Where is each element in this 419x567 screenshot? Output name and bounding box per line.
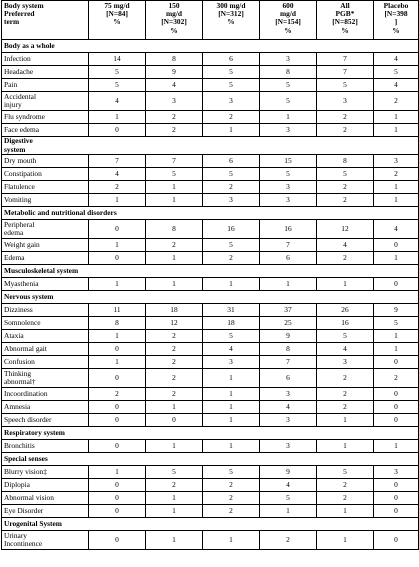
value-cell: 5 xyxy=(89,66,146,79)
value-cell: 1 xyxy=(146,492,203,505)
value-cell: 1 xyxy=(203,388,260,401)
table-row xyxy=(2,168,419,181)
value-cell: 3 xyxy=(374,466,419,479)
table-row xyxy=(2,388,419,401)
header-all-pgb: All PGB* [N=852] % xyxy=(317,1,374,40)
value-cell: 1 xyxy=(260,111,317,124)
value-cell: 1 xyxy=(203,124,260,137)
value-cell: 0 xyxy=(89,252,146,265)
table-row xyxy=(2,356,419,369)
value-cell: 1 xyxy=(260,505,317,518)
section-title: Respiratory system xyxy=(2,427,419,440)
value-cell: 2 xyxy=(146,388,203,401)
term-cell: Peripheral edema xyxy=(2,220,89,239)
value-cell: 9 xyxy=(260,330,317,343)
table-row xyxy=(2,124,419,137)
value-cell: 8 xyxy=(260,66,317,79)
value-cell: 8 xyxy=(260,343,317,356)
value-cell: 18 xyxy=(203,317,260,330)
table-row xyxy=(2,466,419,479)
value-cell: 0 xyxy=(374,401,419,414)
value-cell: 2 xyxy=(374,369,419,388)
value-cell: 1 xyxy=(89,330,146,343)
value-cell: 9 xyxy=(374,304,419,317)
term-cell: Accidental injury xyxy=(2,92,89,111)
value-cell: 3 xyxy=(317,356,374,369)
value-cell: 1 xyxy=(203,369,260,388)
value-cell: 1 xyxy=(146,278,203,291)
value-cell: 2 xyxy=(146,124,203,137)
value-cell: 2 xyxy=(89,388,146,401)
value-cell: 16 xyxy=(317,317,374,330)
value-cell: 1 xyxy=(317,278,374,291)
value-cell: 4 xyxy=(374,79,419,92)
value-cell: 4 xyxy=(146,79,203,92)
value-cell: 2 xyxy=(317,124,374,137)
value-cell: 3 xyxy=(203,356,260,369)
value-cell: 1 xyxy=(317,505,374,518)
value-cell: 1 xyxy=(89,111,146,124)
value-cell: 1 xyxy=(89,466,146,479)
term-cell: Dry mouth xyxy=(2,155,89,168)
term-cell: Edema xyxy=(2,252,89,265)
value-cell: 1 xyxy=(203,414,260,427)
term-cell: Confusion xyxy=(2,356,89,369)
table-row xyxy=(2,252,419,265)
value-cell: 5 xyxy=(260,92,317,111)
value-cell: 5 xyxy=(203,168,260,181)
value-cell: 2 xyxy=(203,252,260,265)
table-row xyxy=(2,194,419,207)
section-header-row xyxy=(2,40,419,53)
value-cell: 6 xyxy=(203,53,260,66)
term-cell: Urinary Incontinence xyxy=(2,531,89,550)
value-cell: 3 xyxy=(260,388,317,401)
table-row xyxy=(2,53,419,66)
value-cell: 7 xyxy=(317,53,374,66)
value-cell: 2 xyxy=(89,181,146,194)
value-cell: 0 xyxy=(374,531,419,550)
term-cell: Bronchitis xyxy=(2,440,89,453)
value-cell: 2 xyxy=(203,181,260,194)
value-cell: 3 xyxy=(260,440,317,453)
term-cell: Flatulence xyxy=(2,181,89,194)
value-cell: 7 xyxy=(260,356,317,369)
value-cell: 2 xyxy=(260,531,317,550)
value-cell: 0 xyxy=(374,239,419,252)
value-cell: 0 xyxy=(374,505,419,518)
value-cell: 0 xyxy=(89,414,146,427)
value-cell: 2 xyxy=(146,343,203,356)
value-cell: 4 xyxy=(260,479,317,492)
value-cell: 0 xyxy=(89,369,146,388)
value-cell: 1 xyxy=(203,401,260,414)
value-cell: 1 xyxy=(317,531,374,550)
value-cell: 5 xyxy=(146,168,203,181)
value-cell: 7 xyxy=(89,155,146,168)
table-row xyxy=(2,220,419,239)
value-cell: 2 xyxy=(317,388,374,401)
term-cell: Speech disorder xyxy=(2,414,89,427)
section-title: Special senses xyxy=(2,453,419,466)
term-cell: Blurry vision‡ xyxy=(2,466,89,479)
value-cell: 1 xyxy=(146,505,203,518)
table-row xyxy=(2,492,419,505)
value-cell: 3 xyxy=(260,181,317,194)
value-cell: 5 xyxy=(260,168,317,181)
value-cell: 5 xyxy=(203,239,260,252)
value-cell: 26 xyxy=(317,304,374,317)
value-cell: 3 xyxy=(203,92,260,111)
value-cell: 3 xyxy=(260,53,317,66)
table-row xyxy=(2,479,419,492)
value-cell: 1 xyxy=(374,181,419,194)
section-title: Nervous system xyxy=(2,291,419,304)
value-cell: 2 xyxy=(374,168,419,181)
value-cell: 1 xyxy=(146,531,203,550)
value-cell: 2 xyxy=(317,111,374,124)
section-header-row xyxy=(2,137,419,155)
value-cell: 0 xyxy=(374,414,419,427)
table-row xyxy=(2,414,419,427)
value-cell: 2 xyxy=(146,356,203,369)
section-title: Digestive system xyxy=(2,137,419,155)
value-cell: 1 xyxy=(260,278,317,291)
table-row xyxy=(2,369,419,388)
value-cell: 31 xyxy=(203,304,260,317)
term-cell: Vomiting xyxy=(2,194,89,207)
value-cell: 1 xyxy=(89,356,146,369)
header-300mg: 300 mg/d [N=312] % xyxy=(203,1,260,40)
header-body-system: Body system Preferred term xyxy=(2,1,89,40)
value-cell: 2 xyxy=(146,111,203,124)
value-cell: 2 xyxy=(317,252,374,265)
adverse-events-table xyxy=(1,0,419,550)
section-title: Musculoskeletal system xyxy=(2,265,419,278)
value-cell: 1 xyxy=(89,239,146,252)
value-cell: 12 xyxy=(317,220,374,239)
term-cell: Diplopia xyxy=(2,479,89,492)
value-cell: 2 xyxy=(146,239,203,252)
value-cell: 1 xyxy=(89,194,146,207)
term-cell: Constipation xyxy=(2,168,89,181)
value-cell: 0 xyxy=(89,492,146,505)
value-cell: 0 xyxy=(89,505,146,518)
section-header-row xyxy=(2,265,419,278)
value-cell: 3 xyxy=(203,194,260,207)
header-row xyxy=(2,1,419,40)
table-row xyxy=(2,155,419,168)
value-cell: 1 xyxy=(146,401,203,414)
value-cell: 7 xyxy=(260,239,317,252)
value-cell: 4 xyxy=(374,220,419,239)
value-cell: 2 xyxy=(146,369,203,388)
value-cell: 14 xyxy=(89,53,146,66)
value-cell: 1 xyxy=(374,124,419,137)
section-title: Metabolic and nutritional disorders xyxy=(2,207,419,220)
value-cell: 25 xyxy=(260,317,317,330)
table-row xyxy=(2,531,419,550)
value-cell: 1 xyxy=(374,440,419,453)
table-row xyxy=(2,79,419,92)
value-cell: 5 xyxy=(203,330,260,343)
table-row xyxy=(2,92,419,111)
value-cell: 2 xyxy=(317,194,374,207)
value-cell: 1 xyxy=(146,194,203,207)
value-cell: 6 xyxy=(203,155,260,168)
section-header-row xyxy=(2,291,419,304)
value-cell: 5 xyxy=(374,66,419,79)
term-cell: Weight gain xyxy=(2,239,89,252)
value-cell: 5 xyxy=(203,66,260,79)
value-cell: 2 xyxy=(146,330,203,343)
value-cell: 6 xyxy=(260,369,317,388)
section-header-row xyxy=(2,453,419,466)
value-cell: 15 xyxy=(260,155,317,168)
value-cell: 4 xyxy=(89,92,146,111)
value-cell: 1 xyxy=(374,330,419,343)
table-row xyxy=(2,239,419,252)
term-cell: Dizziness xyxy=(2,304,89,317)
value-cell: 1 xyxy=(374,111,419,124)
term-cell: Headache xyxy=(2,66,89,79)
value-cell: 3 xyxy=(260,194,317,207)
value-cell: 3 xyxy=(146,92,203,111)
table-row xyxy=(2,304,419,317)
value-cell: 5 xyxy=(374,317,419,330)
value-cell: 0 xyxy=(374,356,419,369)
value-cell: 1 xyxy=(203,531,260,550)
value-cell: 12 xyxy=(146,317,203,330)
section-header-row xyxy=(2,518,419,531)
value-cell: 3 xyxy=(317,92,374,111)
table-row xyxy=(2,343,419,356)
value-cell: 2 xyxy=(317,401,374,414)
value-cell: 18 xyxy=(146,304,203,317)
table-row xyxy=(2,66,419,79)
value-cell: 0 xyxy=(89,531,146,550)
section-header-row xyxy=(2,207,419,220)
value-cell: 2 xyxy=(203,479,260,492)
term-cell: Abnormal vision xyxy=(2,492,89,505)
term-cell: Ataxia xyxy=(2,330,89,343)
header-150mg: 150 mg/d [N=302] % xyxy=(146,1,203,40)
value-cell: 1 xyxy=(146,181,203,194)
value-cell: 1 xyxy=(317,440,374,453)
value-cell: 1 xyxy=(146,440,203,453)
value-cell: 5 xyxy=(260,79,317,92)
value-cell: 2 xyxy=(317,369,374,388)
value-cell: 3 xyxy=(374,155,419,168)
value-cell: 16 xyxy=(203,220,260,239)
term-cell: Incoordination xyxy=(2,388,89,401)
table-row xyxy=(2,330,419,343)
value-cell: 2 xyxy=(317,479,374,492)
value-cell: 1 xyxy=(89,278,146,291)
value-cell: 0 xyxy=(89,440,146,453)
value-cell: 4 xyxy=(317,239,374,252)
header-75mg: 75 mg/d [N=84] % xyxy=(89,1,146,40)
term-cell: Flu syndrome xyxy=(2,111,89,124)
table-row xyxy=(2,111,419,124)
value-cell: 5 xyxy=(203,466,260,479)
value-cell: 8 xyxy=(317,155,374,168)
term-cell: Pain xyxy=(2,79,89,92)
value-cell: 1 xyxy=(203,440,260,453)
value-cell: 0 xyxy=(374,388,419,401)
table-row xyxy=(2,440,419,453)
table-row xyxy=(2,401,419,414)
table-row xyxy=(2,505,419,518)
table-body xyxy=(2,40,419,550)
value-cell: 4 xyxy=(260,401,317,414)
value-cell: 0 xyxy=(146,414,203,427)
value-cell: 4 xyxy=(374,53,419,66)
value-cell: 0 xyxy=(374,278,419,291)
value-cell: 0 xyxy=(89,479,146,492)
value-cell: 8 xyxy=(89,317,146,330)
value-cell: 5 xyxy=(89,79,146,92)
value-cell: 2 xyxy=(317,181,374,194)
value-cell: 3 xyxy=(260,414,317,427)
value-cell: 8 xyxy=(146,53,203,66)
value-cell: 0 xyxy=(89,220,146,239)
value-cell: 9 xyxy=(146,66,203,79)
value-cell: 2 xyxy=(146,479,203,492)
section-title: Body as a whole xyxy=(2,40,419,53)
term-cell: Infection xyxy=(2,53,89,66)
value-cell: 4 xyxy=(317,343,374,356)
value-cell: 1 xyxy=(374,343,419,356)
term-cell: Face edema xyxy=(2,124,89,137)
value-cell: 2 xyxy=(203,492,260,505)
section-header-row xyxy=(2,427,419,440)
value-cell: 4 xyxy=(89,168,146,181)
value-cell: 1 xyxy=(374,252,419,265)
value-cell: 7 xyxy=(146,155,203,168)
value-cell: 1 xyxy=(146,252,203,265)
term-cell: Thinking abnormal† xyxy=(2,369,89,388)
value-cell: 9 xyxy=(260,466,317,479)
value-cell: 16 xyxy=(260,220,317,239)
table-row xyxy=(2,317,419,330)
value-cell: 1 xyxy=(203,278,260,291)
section-title: Urogenital System xyxy=(2,518,419,531)
value-cell: 5 xyxy=(317,79,374,92)
term-cell: Myasthenia xyxy=(2,278,89,291)
value-cell: 2 xyxy=(374,92,419,111)
value-cell: 0 xyxy=(89,343,146,356)
value-cell: 37 xyxy=(260,304,317,317)
value-cell: 1 xyxy=(374,194,419,207)
value-cell: 3 xyxy=(260,124,317,137)
term-cell: Somnolence xyxy=(2,317,89,330)
value-cell: 0 xyxy=(89,124,146,137)
value-cell: 5 xyxy=(317,168,374,181)
term-cell: Abnormal gait xyxy=(2,343,89,356)
value-cell: 5 xyxy=(146,466,203,479)
value-cell: 5 xyxy=(260,492,317,505)
table-row xyxy=(2,181,419,194)
value-cell: 5 xyxy=(317,330,374,343)
value-cell: 0 xyxy=(89,401,146,414)
header-placebo: Placebo [N=398 ] % xyxy=(374,1,419,40)
value-cell: 2 xyxy=(203,111,260,124)
value-cell: 1 xyxy=(317,414,374,427)
term-cell: Eye Disorder xyxy=(2,505,89,518)
value-cell: 6 xyxy=(260,252,317,265)
header-600mg: 600 mg/d [N=154] % xyxy=(260,1,317,40)
value-cell: 0 xyxy=(374,492,419,505)
value-cell: 5 xyxy=(317,466,374,479)
value-cell: 2 xyxy=(203,505,260,518)
value-cell: 0 xyxy=(374,479,419,492)
table-row xyxy=(2,278,419,291)
term-cell: Amnesia xyxy=(2,401,89,414)
value-cell: 2 xyxy=(317,492,374,505)
value-cell: 5 xyxy=(203,79,260,92)
value-cell: 4 xyxy=(203,343,260,356)
value-cell: 11 xyxy=(89,304,146,317)
value-cell: 7 xyxy=(317,66,374,79)
value-cell: 8 xyxy=(146,220,203,239)
